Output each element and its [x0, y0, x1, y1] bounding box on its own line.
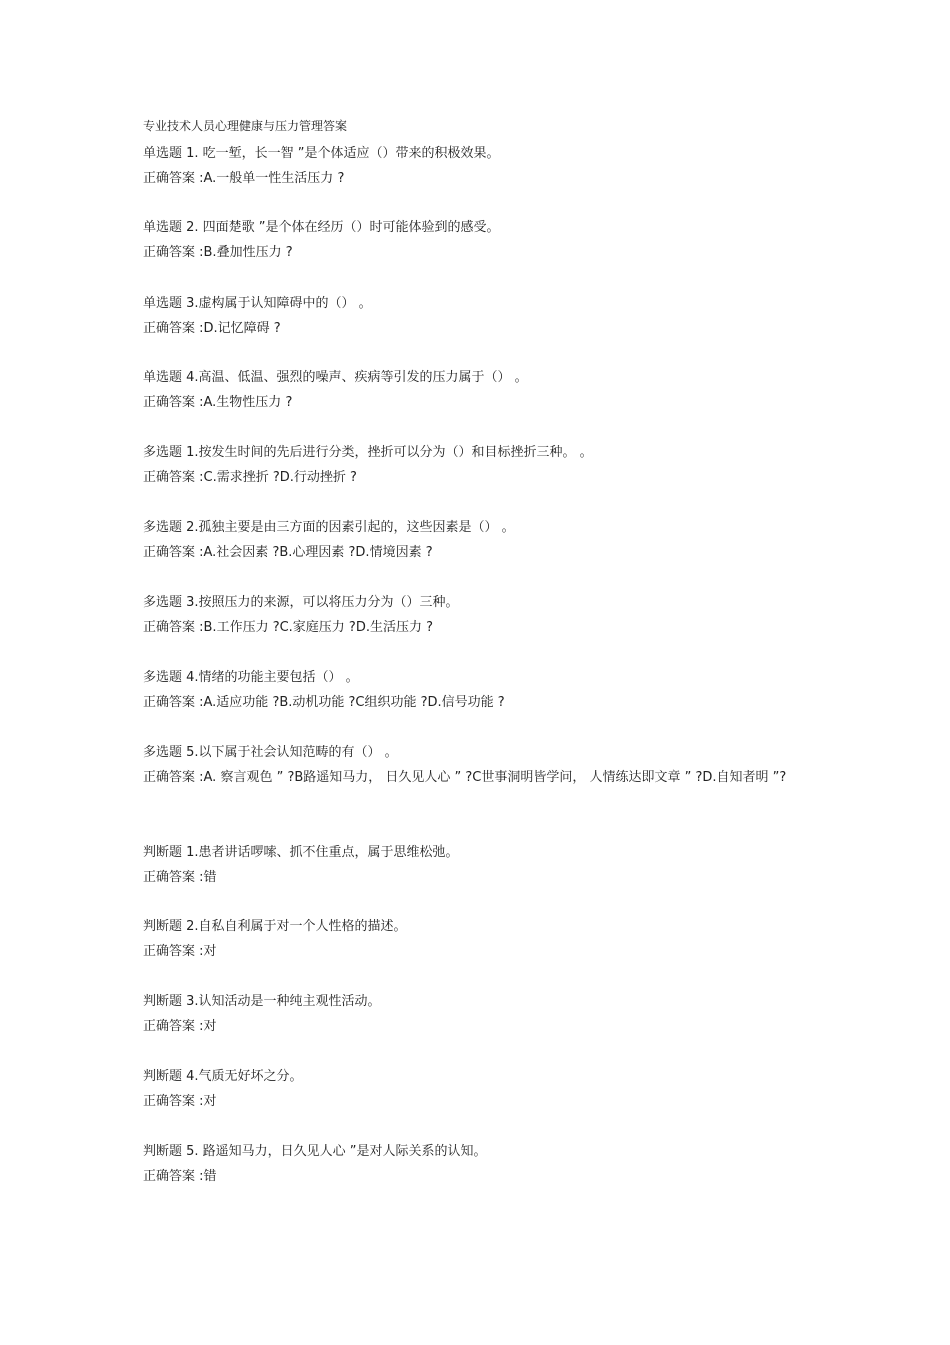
answer-text: 正确答案 :A.生物性压力 ? [143, 395, 293, 410]
question-block [143, 141, 823, 191]
question-block [143, 291, 823, 341]
question-text: 判断题 4.气质无好坏之分。 [143, 1069, 303, 1084]
question-block [143, 590, 823, 640]
answer-text: 正确答案 :A.适应功能 ?B.动机功能 ?C组织功能 ?D.信号功能 ? [143, 695, 505, 710]
question-block [143, 840, 823, 890]
question-text: 单选题 3.虚构属于认知障碍中的（） 。 [143, 296, 372, 311]
answer-text: 正确答案 :B.叠加性压力 ? [143, 245, 293, 260]
question-block [143, 440, 823, 490]
question-text: 单选题 2. 四面楚歌 ”是个体在经历（）时可能体验到的感受。 [143, 220, 500, 235]
question-block [143, 914, 823, 964]
question-block [143, 740, 823, 790]
answer-text: 正确答案 :A.一般单一性生活压力 ? [143, 171, 345, 186]
question-text: 判断题 5. 路遥知马力，日久见人心 ”是对人际关系的认知。 [143, 1144, 487, 1159]
answer-text: 正确答案 :错 [143, 1169, 217, 1184]
answer-text: 正确答案 :A. 察言观色 ” ?B路遥知马力， 日久见人心 ” ?C世事洞明皆学问， 人情练达即文章 ” ?D.自知者明 ”? [143, 770, 787, 785]
answer-text: 正确答案 :对 [143, 1094, 217, 1109]
answer-text: 正确答案 :C.需求挫折 ?D.行动挫折 ? [143, 470, 357, 485]
question-block [143, 1064, 823, 1114]
question-block [143, 365, 823, 415]
question-block [143, 665, 823, 715]
question-block [143, 215, 823, 265]
answer-text: 正确答案 :错 [143, 870, 217, 885]
question-text: 多选题 5.以下属于社会认知范畴的有（） 。 [143, 745, 398, 760]
answer-text: 正确答案 :A.社会因素 ?B.心理因素 ?D.情境因素 ? [143, 545, 433, 560]
question-text: 单选题 4.高温、低温、强烈的噪声、疾病等引发的压力属于（） 。 [143, 370, 528, 385]
question-text: 多选题 4.情绪的功能主要包括（） 。 [143, 670, 359, 685]
answer-text: 正确答案 :对 [143, 1019, 217, 1034]
answer-text: 正确答案 :对 [143, 944, 217, 959]
question-text: 多选题 2.孤独主要是由三方面的因素引起的，这些因素是（） 。 [143, 520, 515, 535]
question-text: 判断题 3.认知活动是一种纯主观性活动。 [143, 994, 381, 1009]
question-text: 判断题 1.患者讲话啰嗦、抓不住重点，属于思维松弛。 [143, 845, 459, 860]
question-block [143, 1139, 823, 1189]
question-text: 多选题 3.按照压力的来源，可以将压力分为（）三种。 [143, 595, 459, 610]
question-text: 多选题 1.按发生时间的先后进行分类，挫折可以分为（）和目标挫折三种。 。 [143, 445, 593, 460]
answer-text: 正确答案 :D.记忆障碍 ? [143, 321, 281, 336]
question-block [143, 515, 823, 565]
question-text: 单选题 1. 吃一堑，长一智 ”是个体适应（）带来的积极效果。 [143, 146, 500, 161]
question-text: 判断题 2.自私自利属于对一个人性格的描述。 [143, 919, 407, 934]
question-block [143, 989, 823, 1039]
answer-text: 正确答案 :B.工作压力 ?C.家庭压力 ?D.生活压力 ? [143, 620, 434, 635]
document-title: 专业技术人员心理健康与压力管理答案 [143, 119, 348, 133]
